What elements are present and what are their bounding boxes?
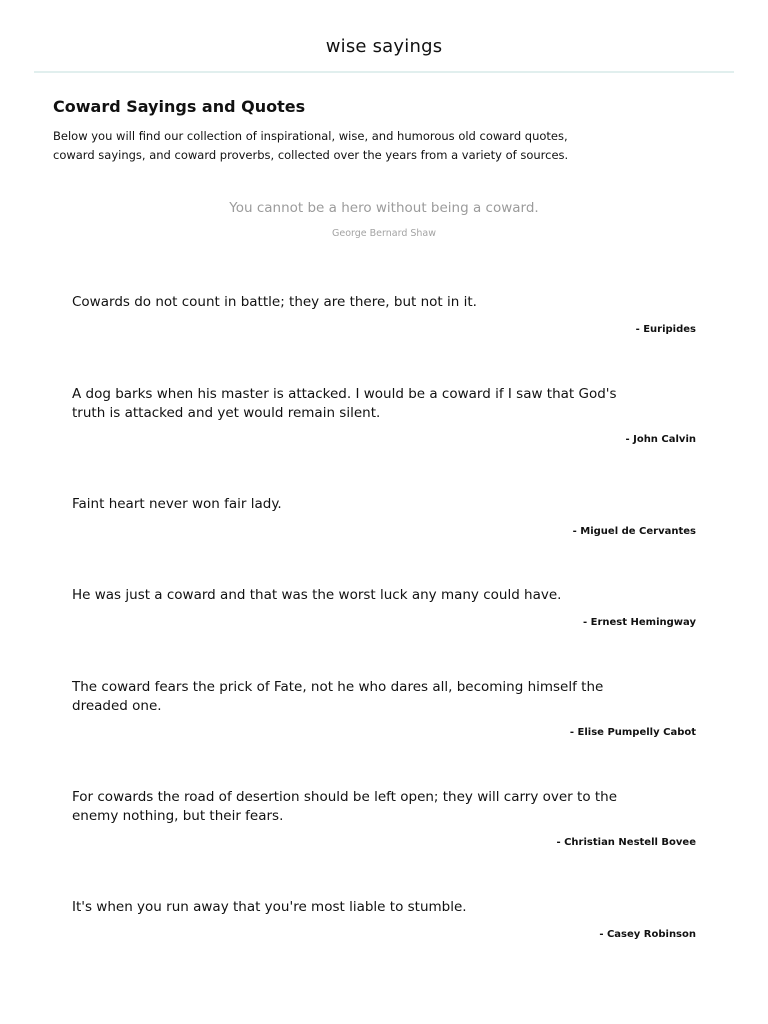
intro-line-1: Below you will find our collection of inspirational, wise, and humorous old coward quotes, [53,129,568,143]
quote-author: - Ernest Hemingway [583,616,696,628]
quote-author: - Christian Nestell Bovee [556,837,696,848]
intro-line-2: coward sayings, and coward proverbs, collected over the years from a variety of sources. [53,148,569,162]
quote-item [72,678,696,739]
quote-item [72,495,696,538]
quote-text: It's when you run away that you're most liable to stumble. [72,899,467,915]
quote-author: - Euripides [635,323,696,335]
quote-author: - Casey Robinson [599,928,696,940]
quote-text: Cowards do not count in battle; they are there, but not in it. [72,294,477,310]
quote-author: - Elise Pumpelly Cabot [569,727,696,738]
intro-paragraph [53,127,653,165]
quote-item [72,293,696,336]
quote-text: He was just a coward and that was the worst luck any many could have. [72,587,562,603]
header-divider [34,71,734,73]
site-title[interactable]: wise sayings [325,36,443,57]
featured-quote-block [0,198,768,240]
quote-author: - John Calvin [625,434,696,445]
quote-item [72,586,696,629]
quote-item [72,385,696,446]
page-title: Coward Sayings and Quotes [53,97,306,116]
quote-author: - Miguel de Cervantes [572,525,696,537]
featured-quote-author: George Bernard Shaw [331,228,437,239]
quote-text: A dog barks when his master is attacked. I would be a coward if I saw that God's truth is attacked and yet would remain silent. [72,386,617,421]
quote-text: The coward fears the prick of Fate, not he who dares all, becoming himself the dreaded one. [72,679,604,714]
quote-text: For cowards the road of desertion should be left open; they will carry over to the enemy nothing, but their fears. [72,789,618,824]
quote-item [72,788,696,849]
quote-item [72,898,696,941]
quote-text: Faint heart never won fair lady. [72,496,282,512]
featured-quote-text: You cannot be a hero without being a coward. [229,200,539,216]
site-header [0,0,768,74]
